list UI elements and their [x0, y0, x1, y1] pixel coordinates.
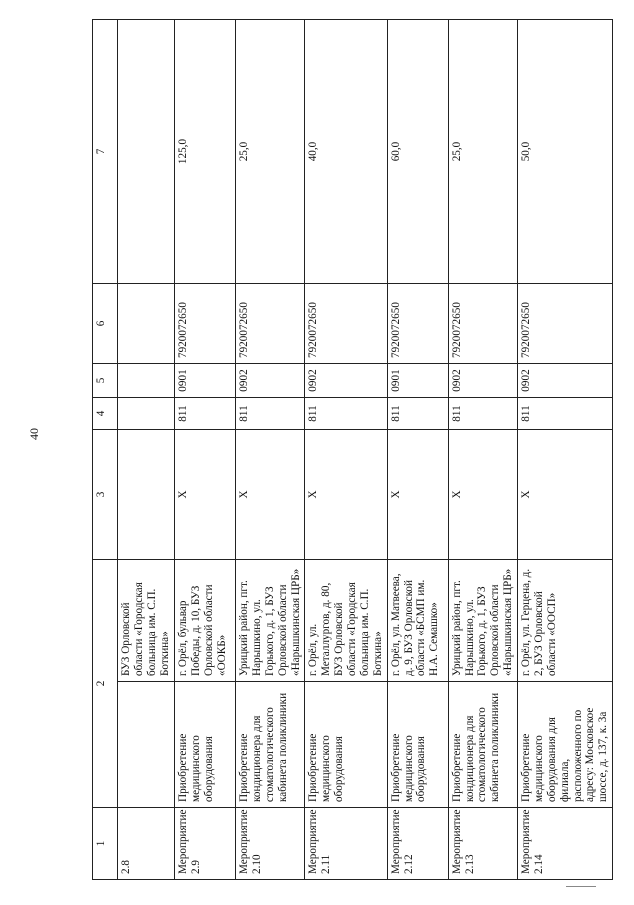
event-label-cell: Мероприятие 2.13 [448, 808, 517, 880]
col3-cell: X [175, 430, 236, 560]
col6-cell: 7920072650 [236, 284, 305, 364]
location-cell: г. Орёл, ул. Металлургов, д. 80, БУЗ Орловской области «Городская больница им. С.П. Боткина» [305, 560, 387, 682]
col5-cell: 0902 [236, 364, 305, 398]
header-cell-6: 6 [93, 284, 118, 364]
col7-cell: 25,0 [236, 20, 305, 284]
event-name-cell: Приобретение медицинского оборудования для филиала, расположенного по адресу: Московское шоссе, д. 137, к. 3а [518, 682, 613, 808]
event-label-cell: Мероприятие 2.12 [387, 808, 448, 880]
col6-cell: 7920072650 [175, 284, 236, 364]
table-row [305, 20, 387, 880]
col5-cell [118, 364, 175, 398]
col6-cell: 7920072650 [448, 284, 517, 364]
col6-cell: 7920072650 [387, 284, 448, 364]
header-cell-5: 5 [93, 364, 118, 398]
event-name-cell: Приобретение кондиционера для стоматологического кабинета поликлиники [236, 682, 305, 808]
col4-cell [118, 398, 175, 430]
budget-table [92, 19, 613, 880]
event-label-cell: Мероприятие 2.9 [175, 808, 236, 880]
event-name-cell: Приобретение медицинского оборудования [305, 682, 387, 808]
col3-cell: X [305, 430, 387, 560]
event-name-cell [118, 682, 175, 808]
header-cell-7: 7 [93, 20, 118, 284]
location-cell: г. Орёл, ул. Матвеева, д. 9, БУЗ Орловской области «БСМП им. Н.А. Семашко» [387, 560, 448, 682]
col7-cell: 25,0 [448, 20, 517, 284]
budget-table-rotated [92, 20, 610, 880]
col4-cell: 811 [236, 398, 305, 430]
col5-cell: 0902 [448, 364, 517, 398]
col7-cell: 40,0 [305, 20, 387, 284]
row-number-cell: 2.8 [118, 808, 175, 880]
col4-cell: 811 [305, 398, 387, 430]
event-label-cell: Мероприятие 2.14 [518, 808, 613, 880]
footer-divider [566, 886, 596, 887]
event-label-cell: Мероприятие 2.11 [305, 808, 387, 880]
event-label-cell: Мероприятие 2.10 [236, 808, 305, 880]
col3-cell: X [236, 430, 305, 560]
header-cell-4: 4 [93, 398, 118, 430]
table-row [518, 20, 613, 880]
col6-cell [118, 284, 175, 364]
event-name-cell: Приобретение кондиционера для стоматологического кабинета поликлиники [448, 682, 517, 808]
table-row [236, 20, 305, 880]
col7-cell: 60,0 [387, 20, 448, 284]
header-cell-3: 3 [93, 430, 118, 560]
col5-cell: 0901 [387, 364, 448, 398]
col7-cell: 125,0 [175, 20, 236, 284]
col6-cell: 7920072650 [305, 284, 387, 364]
col7-cell [118, 20, 175, 284]
col4-cell: 811 [448, 398, 517, 430]
col4-cell: 811 [175, 398, 236, 430]
table-row [387, 20, 448, 880]
event-name-cell: Приобретение медицинского оборудования [175, 682, 236, 808]
col5-cell: 0902 [305, 364, 387, 398]
location-cell: Урицкий район, пгт. Нарышкино, ул. Горького, д. 1, БУЗ Орловской области «Нарышкинская ЦРБ» [236, 560, 305, 682]
location-cell: г. Орёл, бульвар Победы, д. 10, БУЗ Орловской области «ООКБ» [175, 560, 236, 682]
table-row [175, 20, 236, 880]
location-cell: Урицкий район, пгт. Нарышкино, ул. Горького, д. 1, БУЗ Орловской области «Нарышкинская ЦРБ» [448, 560, 517, 682]
page-number: 40 [27, 428, 41, 440]
col3-cell [118, 430, 175, 560]
table-row [118, 20, 175, 880]
event-name-cell: Приобретение медицинского оборудования [387, 682, 448, 808]
col5-cell: 0901 [175, 364, 236, 398]
col7-cell: 50,0 [518, 20, 613, 284]
col4-cell: 811 [518, 398, 613, 430]
col3-cell: X [387, 430, 448, 560]
col3-cell: X [448, 430, 517, 560]
header-cell-1: 1 [93, 808, 118, 880]
col5-cell: 0902 [518, 364, 613, 398]
header-cell-2: 2 [93, 560, 118, 808]
location-cell: г. Орёл, ул. Герцена, д. 2, БУЗ Орловской области «ООСП» [518, 560, 613, 682]
location-cell: БУЗ Орловской области «Городская больница им. С.П. Боткина» [118, 560, 175, 682]
col6-cell: 7920072650 [518, 284, 613, 364]
col4-cell: 811 [387, 398, 448, 430]
table-row [448, 20, 517, 880]
table-header-row [93, 20, 118, 880]
col3-cell: X [518, 430, 613, 560]
